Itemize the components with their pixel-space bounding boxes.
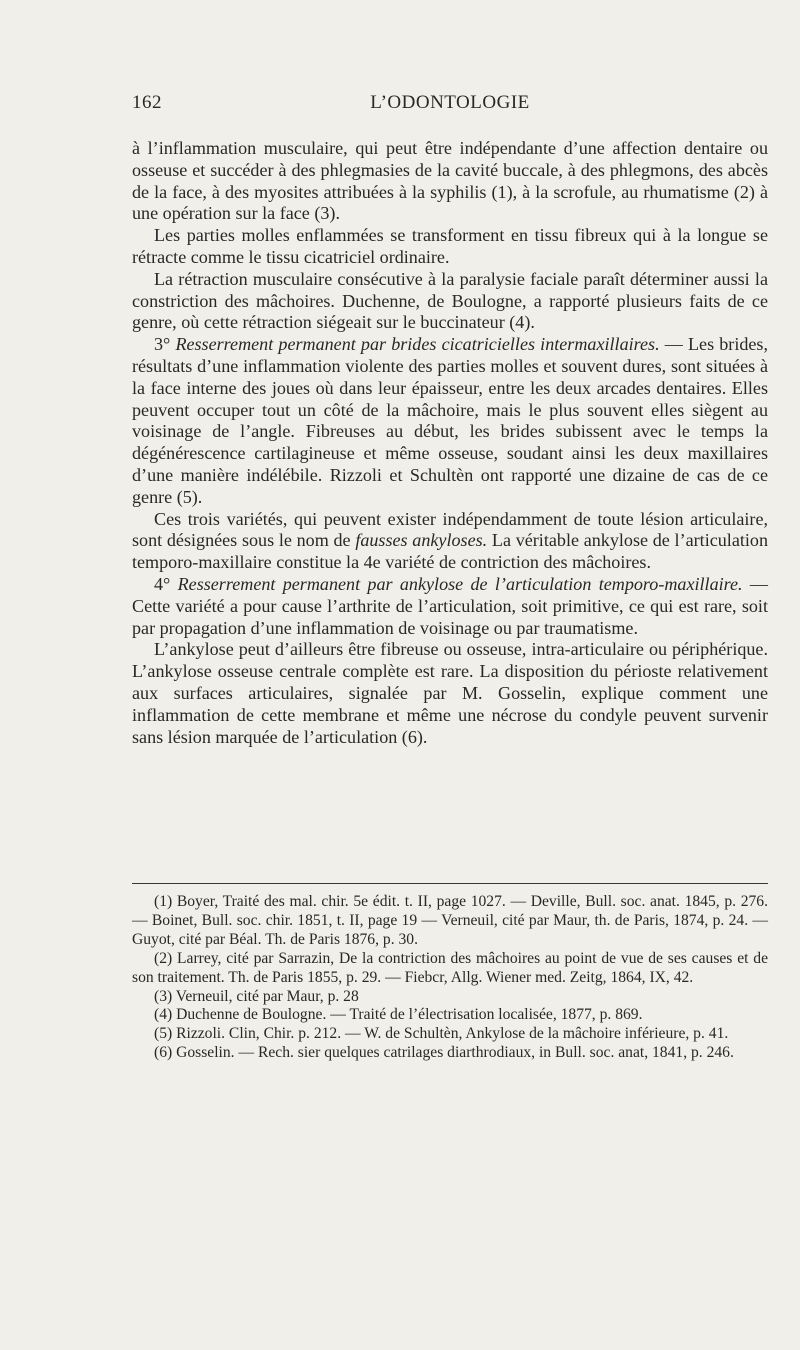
paragraph: 4° Resserrement permanent par ankylose de l’articulation temporo-maxillaire. — Cette variété a pour cause l’arthrite de l’articulation, soit primitive, ce qui est rare, soit par propagation d’une inflammation de voisinage ou par traumatisme.	[132, 573, 769, 638]
body-text	[132, 138, 768, 748]
paragraph: Ces trois variétés, qui peuvent exister indépendamment de toute lésion articulaire, sont désignées sous le nom de fausses ankyloses. La véritable ankylose de l’articulation temporo-maxillaire constitue la 4e variété de contriction des mâchoires.	[132, 508, 768, 573]
footnote: (4) Duchenne de Boulogne. — Traité de l’électrisation localisée, 1877, p. 869.	[154, 1006, 643, 1024]
paragraph: 3° Resserrement permanent par brides cicatricielles intermaxillaires. — Les brides, résultats d’une inflammation violente des parties molles et souvent dures, sont situées à la face interne des joues où dans leur épaisseur, entre les deux arcades dentaires. Elles peuvent occuper tout un côté de la mâchoire, mais le plus souvent elles siègent au voisinage de l’angle. Fibreuses au début, les brides subissent avec le temps la dégénérescence cartilagineuse et même osseuse, soudant ainsi les deux maxillaires d’une manière indélébile. Rizzoli et Schultèn ont rapporté une dizaine de cas de ce genre (5).	[132, 334, 768, 507]
footnote-divider	[132, 883, 768, 884]
paragraph: Les parties molles enflammées se transforment en tissu fibreux qui à la longue se rétracte comme le tissu cicatriciel ordinaire.	[132, 225, 768, 267]
italic-term: fausses ankyloses.	[355, 530, 488, 551]
footnote: (6) Gosselin. — Rech. sier quelques catrilages diarthrodiaux, in Bull. soc. anat, 1841, p. 246.	[154, 1044, 734, 1062]
footnote: (5) Rizzoli. Clin, Chir. p. 212. — W. de Schultèn, Ankylose de la mâchoire inférieure, p. 41.	[154, 1025, 729, 1043]
section-heading-italic: Resserrement permanent par brides cicatricielles intermaxillaires.	[175, 334, 660, 355]
paragraph: La rétraction musculaire consécutive à la paralysie faciale paraît déterminer aussi la constriction des mâchoires. Duchenne, de Boulogne, a rapporté plusieurs faits de ce genre, où cette rétraction siégeait sur le buccinateur (4).	[132, 268, 768, 333]
footnote: (2) Larrey, cité par Sarrazin, De la contriction des mâchoires au point de vue de ses causes et de son traitement. Th. de Paris 1855, p. 29. — Fiebcr, Allg. Wiener med. Zeitg, 1864, IX, 42.	[132, 949, 768, 986]
paragraph: à l’inflammation musculaire, qui peut être indépendante d’une affection dentaire ou osseuse et succéder à des phlegmasies de la cavité buccale, à des phlegmons, des abcès de la face, à des myosites attribuées à la syphilis (1), à la scrofule, au rhumatisme (2) à une opération sur la face (3).	[132, 138, 768, 224]
page-header	[132, 92, 768, 122]
page-number: 162	[132, 92, 162, 113]
footnote: (3) Verneuil, cité par Maur, p. 28	[154, 987, 359, 1005]
footnotes	[132, 893, 768, 1063]
footnote: (1) Boyer, Traité des mal. chir. 5e édit. t. II, page 1027. — Deville, Bull. soc. anat. 1845, p. 276. — Boinet, Bull. soc. chir. 1851, t. II, page 19 — Verneuil, cité par Maur, th. de Paris, 1874, p. 24. — Guyot, cité par Béal. Th. de Paris 1876, p. 30.	[132, 893, 768, 948]
paragraph: L’ankylose peut d’ailleurs être fibreuse ou osseuse, intra-articulaire ou périphérique. L’ankylose osseuse centrale complète est rare. La disposition du périoste relativement aux surfaces articulaires, signalée par M. Gosselin, explique comment une inflammation de cette membrane et même une nécrose du condyle peuvent survenir sans lésion marquée de l’articulation (6).	[132, 639, 768, 747]
section-heading-italic: Resserrement permanent par ankylose de l’articulation temporo-maxillaire.	[177, 573, 743, 594]
running-title: L’ODONTOLOGIE	[370, 92, 530, 113]
